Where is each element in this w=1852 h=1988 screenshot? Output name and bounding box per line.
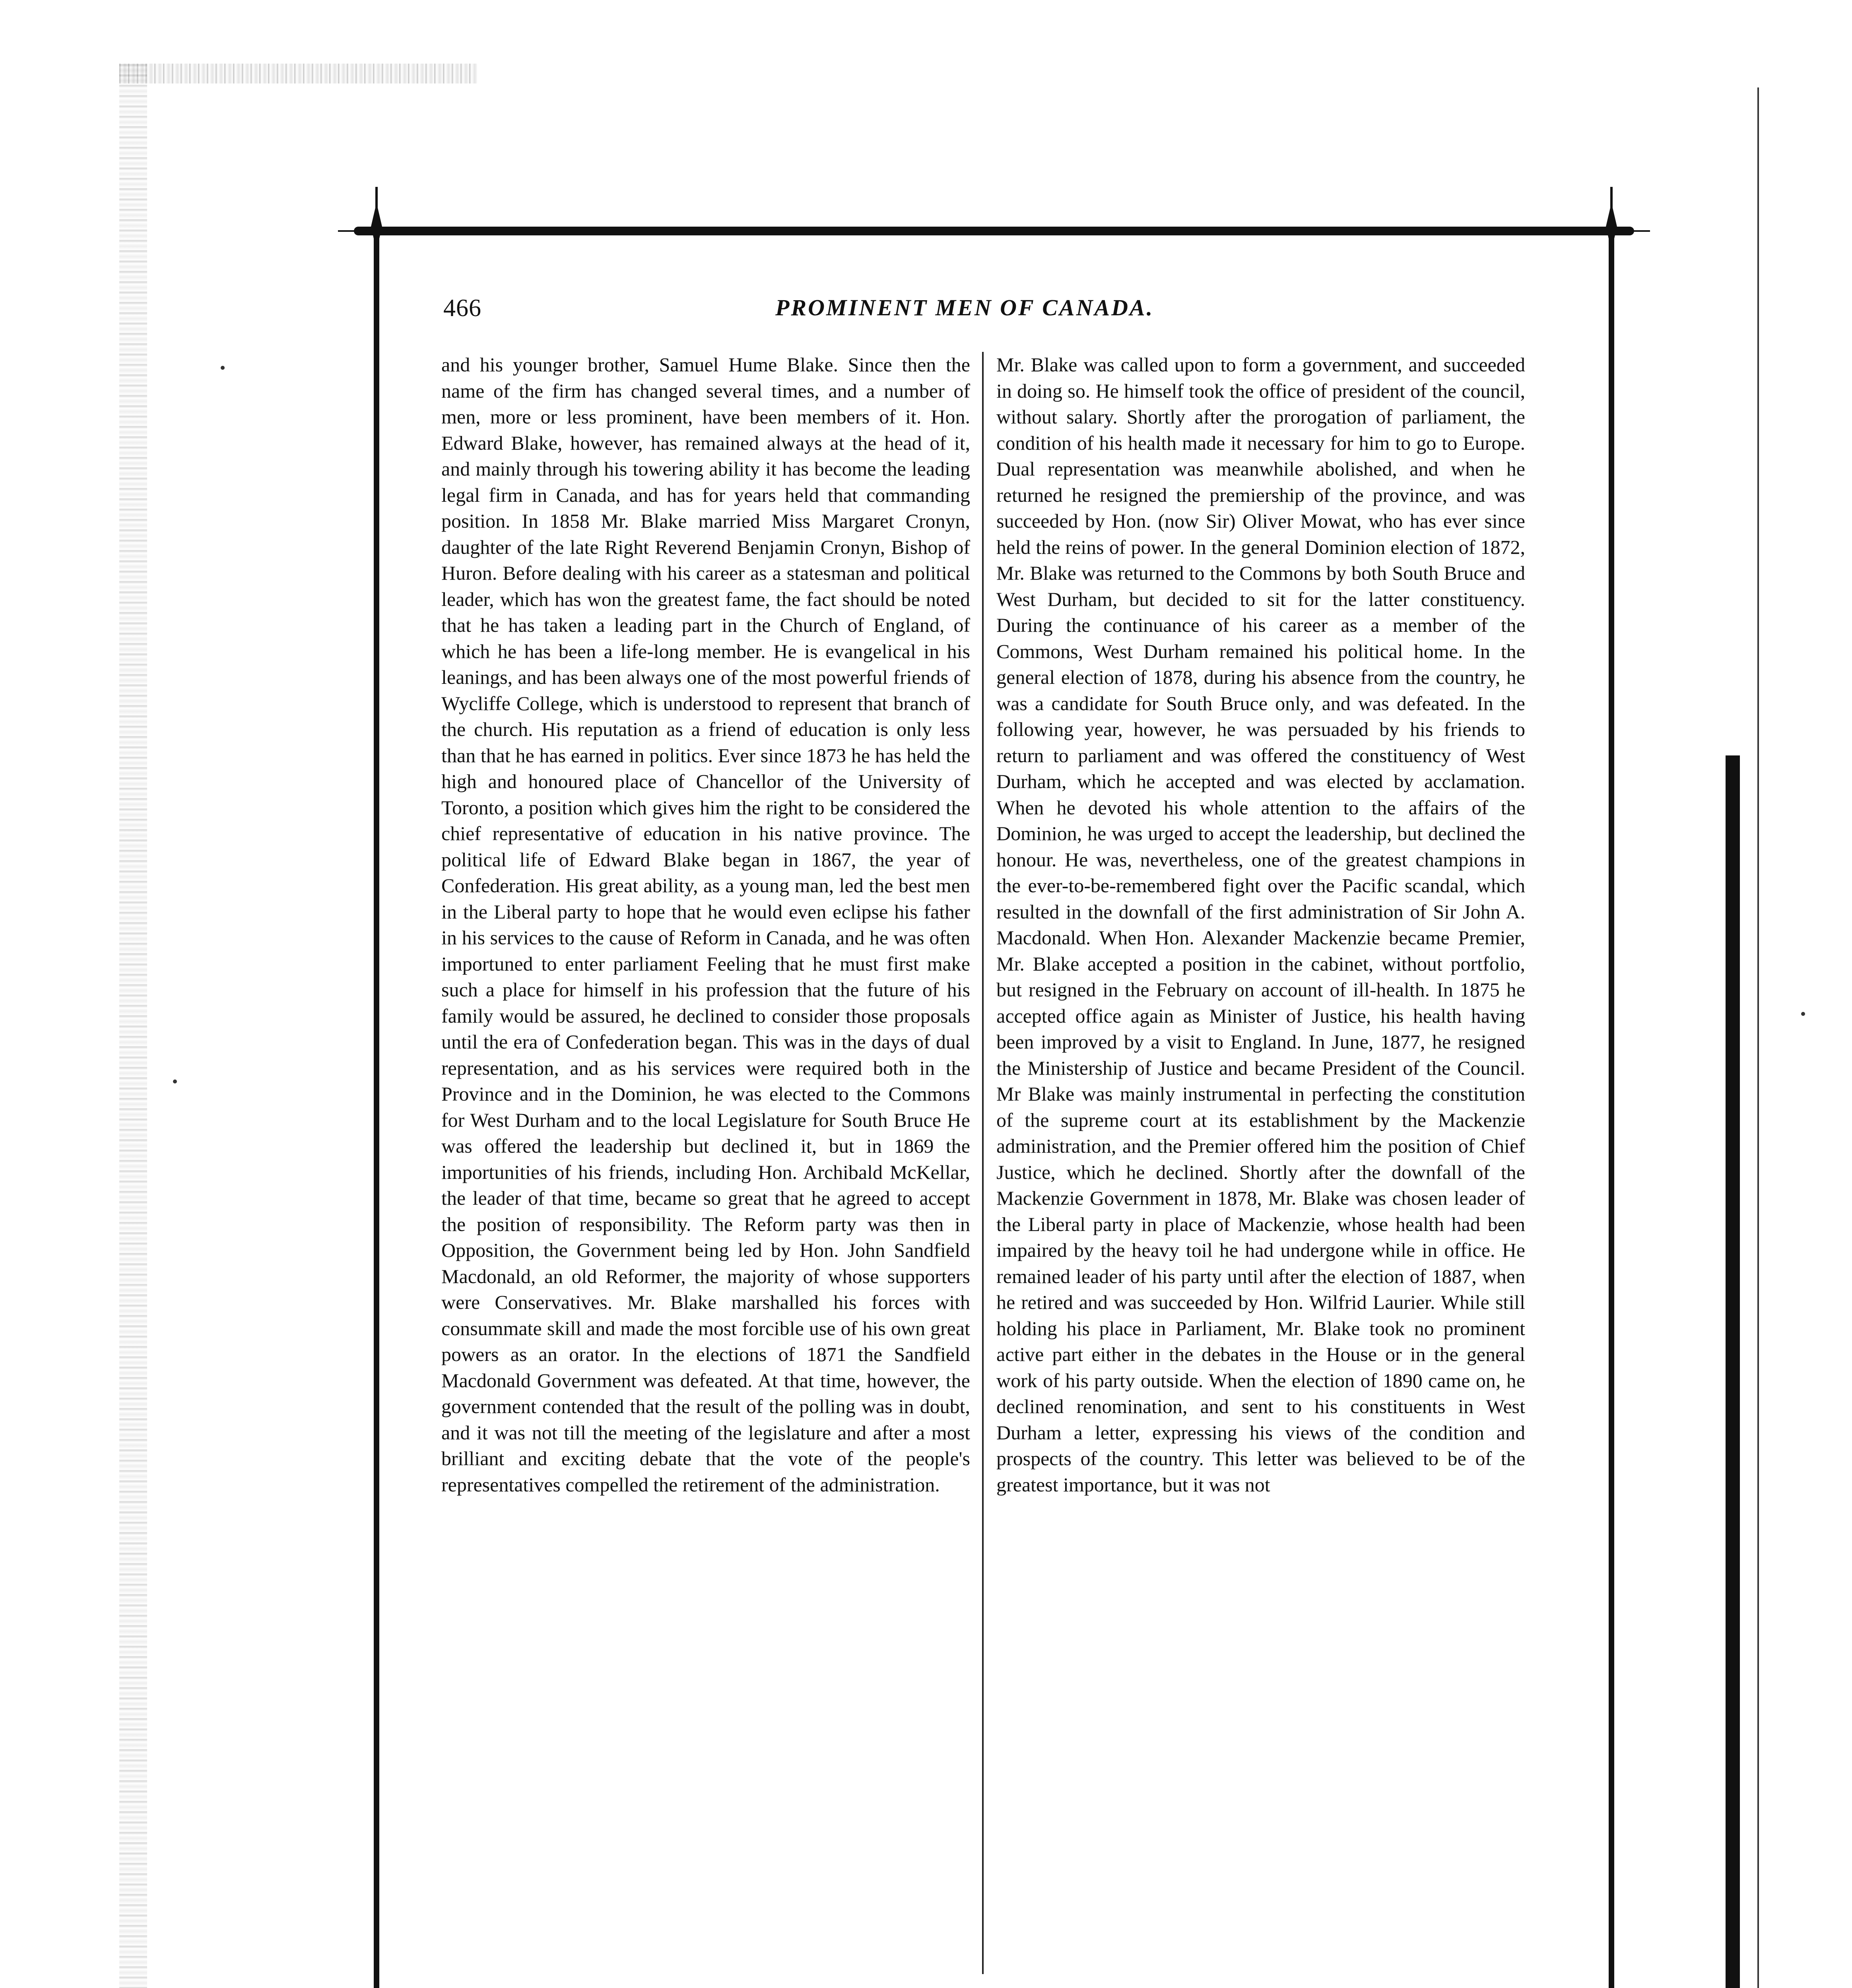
scan-speck [173, 1079, 177, 1083]
scan-speck [1801, 1012, 1805, 1016]
running-head: PROMINENT MEN OF CANADA. [775, 295, 1154, 320]
fleuron-cross-icon [1600, 1984, 1623, 1988]
column-divider [982, 352, 984, 1974]
fleuron-cross-icon [365, 1984, 388, 1988]
text-column-right: Mr. Blake was called upon to form a government, and succeeded in doing so. He himself took the office of president of the council, without salary. Shortly after the prorogation of parliament, the condition of his health made it necessary for him to go to Europe. Dual representation was meanwhile abolished, and when he returned he resigned the premiership of the province, and was succeeded by Hon. (now Sir) Oliver Mowat, who has ever since held the reins of power. In the general Dominion election of 1872, Mr. Blake was returned to the Commons by both South Bruce and West Durham, but decided to sit for the latter constituency. During the continuance of his career as a member of the Commons, West Durham remained his political home. In the general election of 1878, during his absence from the country, he was a candidate for South Bruce only, and was defeated. In the following year, however, he was persuaded by his friends to return to parliament and was offered the constituency of West Durham, which he accepted and was elected by acclamation. When he devoted his whole attention to the affairs of the Dominion, he was urged to accept the leadership, but declined the honour. He was, nevertheless, one of the greatest champions in the ever-to-be-remembered fight over the Pacific scandal, which resulted in the downfall of the first administration of Sir John A. Macdonald. When Hon. Alexander Mackenzie became Premier, Mr. Blake accepted a position in the cabinet, without portfolio, but resigned in the February on account of ill-health. In 1875 he accepted office again as Minister of Justice, his health having been improved by a visit to England. In June, 1877, he resigned the Ministership of Justice and became President of the Council. Mr Blake was mainly instrumental in perfecting the constitution of the supreme court at its establishment by the Mackenzie administration, and the Premier offered him the position of Chief Justice, which he declined. Shortly after the downfall of the Mackenzie Government in 1878, Mr. Blake was chosen leader of the Liberal party in place of Mackenzie, whose health had been impaired by the heavy toil he had undergone while in office. He remained leader of his party until after the election of 1887, when he retired and was succeeded by Hon. Wilfrid Laurier. While still holding his place in Parliament, Mr. Blake took no prominent active part either in the debates in the House or in the general work of his party outside. When the election of 1890 came on, he declined renomination, and sent to his constituents in West Durham a letter, expressing his views of the condition and prospects of the country. This letter was believed to be of the greatest importance, but it was not [996, 353, 1525, 1496]
fleuron-cross-icon [365, 187, 388, 274]
right-border-rule [1609, 235, 1614, 1988]
page-number: 466 [443, 295, 481, 322]
top-border-thin-rule [338, 230, 1650, 232]
scan-speck [221, 366, 225, 370]
text-column-left: and his younger brother, Samuel Hume Blake. Since then the name of the firm has changed several times, and a number of men, more or less prominent, have been members of it. Hon. Edward Blake, however, has remained always at the head of it, and mainly through his towering ability it has become the leading legal firm in Canada, and has for years held that commanding position. In 1858 Mr. Blake married Miss Margaret Cronyn, daughter of the late Right Reverend Benjamin Cronyn, Bishop of Huron. Before dealing with his career as a statesman and political leader, which has won the greatest fame, the fact should be noted that he has taken a leading part in the Church of England, of which he has been a life-long member. He is evangelical in his leanings, and has been always one of the most powerful friends of Wycliffe College, which is understood to represent that branch of the church. His reputation as a friend of education is only less than that he has earned in politics. Ever since 1873 he has held the high and honoured place of Chancellor of the University of Toronto, a position which gives him the right to be considered the chief representative of education in his native province. The political life of Edward Blake began in 1867, the year of Confederation. His great ability, as a young man, led the best men in the Liberal party to hope that he would even eclipse his father in his services to the cause of Reform in Canada, and he was often importuned to enter parliament Feeling that he must first make such a place for himself in his profession that the future of his family would be assured, he declined to consider those proposals until the era of Confederation began. This was in the days of dual representation, and as his services were required both in the Province and in the Dominion, he was elected to the Commons for West Durham and to the local Legislature for South Bruce He was offered the leadership but declined it, but in 1869 the importunities of his friends, including Hon. Archibald McKellar, the leader of that time, became so great that he agreed to accept the position of responsibility. The Reform party was then in Opposition, the Government being led by Hon. John Sandfield Macdonald, an old Reformer, the majority of whose supporters were Conservatives. Mr. Blake marshalled his forces with consummate skill and made the most forcible use of his own great powers as an orator. In the elections of 1871 the Sandfield Macdonald Government was defeated. At that time, however, the government contended that the result of the polling was in doubt, and it was not till the meeting of the legislature and after a most brilliant and exciting debate that the vote of the people's representatives compelled the retirement of the administration. [441, 353, 970, 1496]
scan-edge-right-thin [1757, 87, 1759, 1988]
left-border-rule [374, 235, 379, 1988]
scan-edge-left [119, 64, 147, 1988]
scan-edge-right [1726, 755, 1740, 1988]
scan-edge-top [119, 64, 477, 83]
fleuron-cross-icon [1600, 187, 1623, 274]
